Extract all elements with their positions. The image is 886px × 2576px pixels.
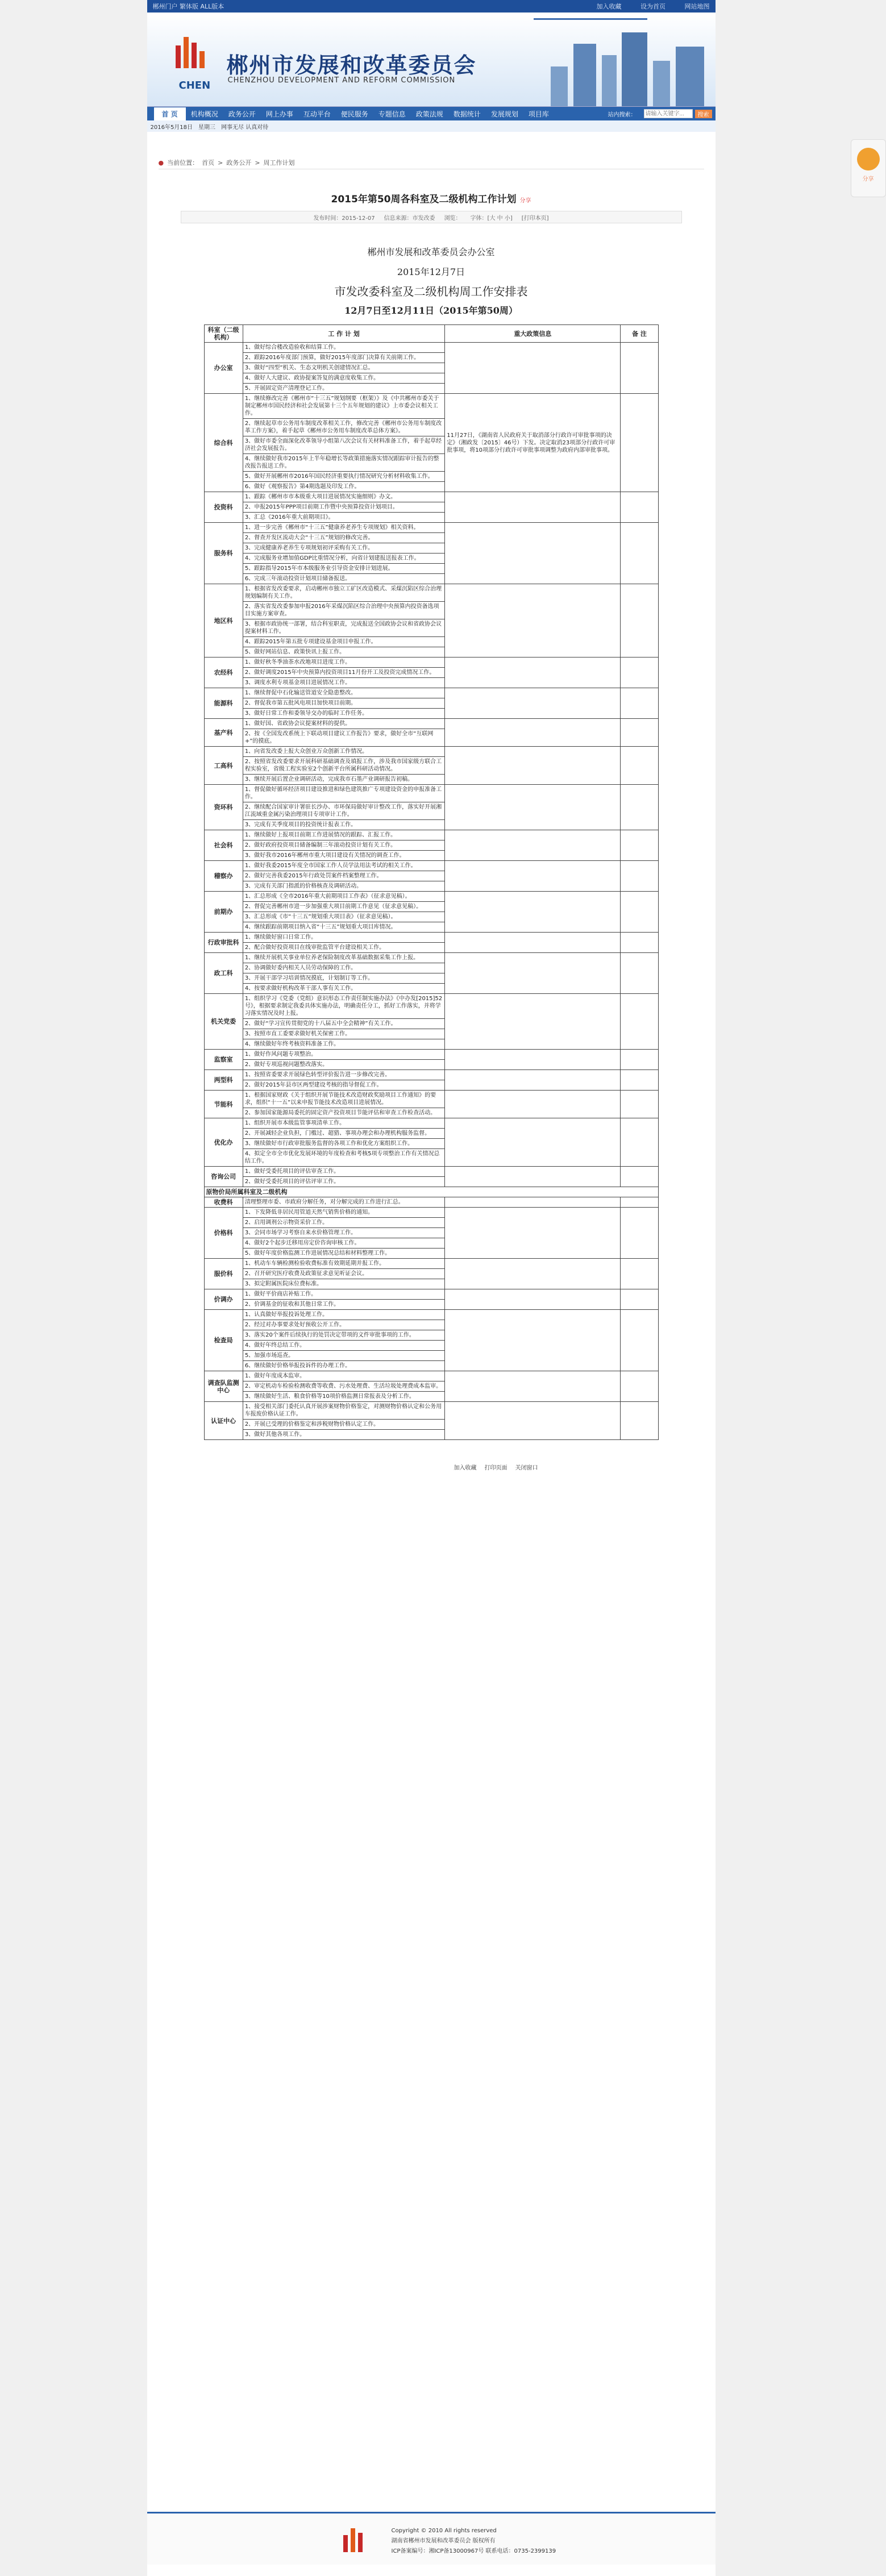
- work-item: 2、协调做好委内相关人员劳动保障的工作。: [243, 963, 444, 973]
- note-cell: [621, 1050, 658, 1070]
- dept-cell: 服务科: [204, 523, 243, 584]
- table-row: [204, 892, 658, 902]
- note-cell: [621, 785, 658, 830]
- work-item: 3、继续做好生活、粮食价格等10项价格监测日常报表及分析工作。: [243, 1392, 444, 1402]
- add-favorite-link[interactable]: 加入收藏: [596, 3, 622, 10]
- work-item: 3、落实20个案件后续执行的处罚决定带项的文件审批事项的工作。: [243, 1330, 444, 1341]
- work-item: 1、继续开展机关事业单位养老保险制度改革基础数据采集工作上报。: [243, 953, 444, 963]
- work-item: 5、做好开展郴州市2016年国民经济重要执行情况研究分析材料收集工作。: [243, 472, 444, 482]
- policy-cell: [445, 1070, 621, 1091]
- nav-statistics[interactable]: 数据统计: [453, 110, 481, 118]
- breadcrumb-home[interactable]: 首页: [202, 159, 215, 167]
- work-item: 3、做好市委全面深化改革领导小组第八次会议有关材料准备工作，着手起草经济社会发展报告。: [243, 436, 444, 454]
- doc-date: 2015年12月7日: [397, 267, 465, 277]
- work-item: 3、拟定附属医院床位费标准。: [243, 1279, 444, 1289]
- work-item: 2、做好完善我委2015年行政处罚案件档案整理工作。: [243, 871, 444, 881]
- work-item: 3、汇总形成《市“十三五”规划重大项目表》（征求意见稿）。: [243, 912, 444, 922]
- work-item: 6、完成三年滚动投资计划项目储备报送。: [243, 574, 444, 584]
- publish-time: 发布时间：2015-12-07: [313, 215, 375, 222]
- section-title: 原物价局所属科室及二级机构: [204, 1187, 658, 1197]
- nav-projects[interactable]: 项目库: [528, 110, 549, 118]
- note-cell: [621, 747, 658, 785]
- table-row: [204, 492, 658, 502]
- breadcrumb-open-gov[interactable]: 政务公开: [226, 159, 252, 167]
- note-cell: [621, 1197, 658, 1208]
- work-item: 4、跟踪2015年第五批专项建设基金项目申报工作。: [243, 637, 444, 647]
- share-label: 分享: [862, 176, 874, 182]
- note-cell: [621, 1167, 658, 1187]
- work-item: 3、开展干部学习培训情况摸底，计划制订等工作。: [243, 973, 444, 984]
- info-source: 信息来源：市发改委: [384, 215, 435, 222]
- dept-cell: 两型科: [204, 1070, 243, 1091]
- home-pin-icon: ●: [158, 159, 164, 167]
- footer-host: 湖南省郴州市发展和改革委员会 版权所有: [391, 2538, 496, 2544]
- work-item: 2、做好“学习宣传贯彻党的十八届五中全会精神”有关工作。: [243, 1019, 444, 1029]
- work-item: 2、经过对办事要求处好预收公开工作。: [243, 1320, 444, 1330]
- work-item: 5、跟踪指导2015年市本级服务业引导资金安排计划进展。: [243, 564, 444, 574]
- work-item: 2、做好受委托项目的评估评审工作。: [243, 1177, 444, 1187]
- work-plan-table: [204, 324, 659, 1440]
- sitemap-link[interactable]: 网站地图: [684, 3, 710, 10]
- policy-cell: [445, 1402, 621, 1440]
- table-row: [204, 343, 658, 353]
- set-homepage-link[interactable]: 设为首页: [640, 3, 665, 10]
- work-item: 3、调度水利专项基金项目进展情况工作。: [243, 678, 444, 688]
- breadcrumb-sep-icon: >: [255, 159, 260, 167]
- article-title-text: 2015年第50周各科室及二级机构工作计划: [331, 194, 517, 205]
- table-row: [204, 1208, 658, 1218]
- work-item: 5、做好网站信息、政策快讯上报工作。: [243, 647, 444, 657]
- policy-cell: [445, 785, 621, 830]
- work-item: 2、参加国家能源局委托的固定资产投资项目节能评估和审查工作检查活动。: [243, 1108, 444, 1118]
- work-item: 1、接受相关部门委托认真开展涉案财物价格鉴定，对测财物价格认定和公务用车报废价格认证工作。: [243, 1402, 444, 1420]
- work-item: 1、做好秋冬季油茶水改地项目进度工作。: [243, 657, 444, 668]
- note-cell: [621, 1371, 658, 1402]
- policy-cell: [445, 994, 621, 1050]
- work-item: 2、继续配合国家审计署驻长沙办、市环保局做好审计整改工作，落实好开展湘江流域重金属污染治理项目专项审计工作。: [243, 802, 444, 820]
- dept-cell: 综合科: [204, 394, 243, 492]
- policy-cell: [445, 892, 621, 933]
- work-item: 1、进一步完善《郴州市“十三五”健康养老养生专项规划》相关资料。: [243, 523, 444, 533]
- note-cell: [621, 523, 658, 584]
- table-body: [204, 343, 658, 1440]
- work-item: 3、根据市政协统一部署，结合科室职责，完成报送全国政协会议和省政协会议提案材料工作。: [243, 619, 444, 637]
- note-cell: [621, 343, 658, 394]
- work-item: 1、机动车车辆检测检验收费标准有效期延期并报工作。: [243, 1259, 444, 1269]
- policy-cell: [445, 1118, 621, 1167]
- work-item: 3、做好“四型”机关、生态文明机关创建情况汇总。: [243, 363, 444, 373]
- nav-interaction[interactable]: 互动平台: [303, 110, 331, 118]
- table-row: [204, 994, 658, 1019]
- policy-cell: [445, 747, 621, 785]
- work-item: 2、继续起草市公务用车制度改革相关工作，修改完善《郴州市公务用车制度改革工作方案》，着手起草《郴州市公务用车制度改革总体方案》。: [243, 419, 444, 436]
- work-item: 5、做好年度价格监测工作进展情况总结和材料整理工作。: [243, 1249, 444, 1259]
- close-window-tool[interactable]: 关闭窗口: [515, 1465, 538, 1471]
- header-dept: 科室（二级机构）: [204, 325, 243, 343]
- work-item: 2、做好政府投资项目储备编制三年滚动投资计划有关工作。: [243, 840, 444, 851]
- table-row: [204, 1070, 658, 1080]
- policy-cell: [445, 1371, 621, 1402]
- table-row: [204, 785, 658, 802]
- note-cell: [621, 394, 658, 492]
- nav-open-gov[interactable]: 政务公开: [228, 110, 256, 118]
- doc-period: 12月7日至12月11日（2015年第50周）: [344, 305, 518, 316]
- work-item: 2、督查开发区流动大会“十三五”规划的修改完善。: [243, 533, 444, 543]
- city-skyline-graphic: [545, 21, 716, 106]
- nav-public-service[interactable]: 便民服务: [340, 110, 368, 118]
- work-item: 1、下发降低非居民用管道天然气销售价格的通知。: [243, 1208, 444, 1218]
- dept-cell: 地区科: [204, 584, 243, 657]
- dept-cell: 认证中心: [204, 1402, 243, 1440]
- policy-cell: 11月27日，《湖南省人民政府关于取消部分行政许可审批事项的决定》（湘政发〔2015〕46号）下发。决定取消23项部分行政许可审批事项，将10项部分行政许可审批事项调整为政府内部审批事项。: [445, 394, 621, 492]
- share-icon: [857, 148, 880, 170]
- work-item: 4、拟定全市全市优化发展环境的年度检查和考核5项专项整治工作有关情况总结工作。: [243, 1149, 444, 1167]
- dept-cell: 资环科: [204, 785, 243, 830]
- top-left-links[interactable]: 郴州门户 繁体版 ALL版本: [152, 3, 224, 10]
- note-cell: [621, 1402, 658, 1440]
- work-item: 3、会同市场学习考察自来水价格管理工作。: [243, 1228, 444, 1238]
- work-item: 3、做好日常工作和委领导交办的临时工作任务。: [243, 709, 444, 719]
- share-tag[interactable]: 分享: [519, 198, 531, 204]
- work-item: 3、汇总《2016年重大前期项目》。: [243, 513, 444, 523]
- site-subtitle: CHENZHOU DEVELOPMENT AND REFORM COMMISSION: [227, 76, 456, 85]
- work-item: 4、做好人大建议、政协提案答复的满意度收集工作。: [243, 373, 444, 384]
- note-cell: [621, 892, 658, 933]
- note-cell: [621, 1091, 658, 1118]
- site-logo-icon: [176, 35, 210, 75]
- table-row: [204, 688, 658, 698]
- share-widget[interactable]: [851, 139, 886, 197]
- dept-cell: 价格科: [204, 1208, 243, 1259]
- table-row: [204, 861, 658, 871]
- note-cell: [621, 657, 658, 688]
- main-content: [147, 145, 716, 1471]
- work-item: 1、按照省委要求开展绿色转型评价报告进一步修改完善。: [243, 1070, 444, 1080]
- article-title: [147, 191, 716, 205]
- nav-topics[interactable]: 专题信息: [378, 110, 406, 118]
- doc-heading: 市发改委科室及二级机构周工作安排表: [334, 285, 528, 298]
- dept-cell: 监察室: [204, 1050, 243, 1070]
- work-item: 1、跟踪《郴州市市本级重大项目进展情况实施细则》办文。: [243, 492, 444, 502]
- work-item: 1、根据省发改委要求，启动郴州市独立工矿区改造模式、采煤沉陷区综合治理规划编制有关工作。: [243, 584, 444, 602]
- dept-cell: 社会科: [204, 830, 243, 861]
- work-item: 5、开展固定资产清理登记工作。: [243, 384, 444, 394]
- dept-cell: 前期办: [204, 892, 243, 933]
- doc-org: 郴州市发展和改革委员会办公室: [367, 247, 495, 257]
- note-cell: [621, 584, 658, 657]
- note-cell: [621, 1289, 658, 1310]
- site-search: [603, 109, 716, 118]
- note-cell: [621, 688, 658, 719]
- policy-cell: [445, 343, 621, 394]
- note-cell: [621, 1118, 658, 1167]
- table-header-row: [204, 325, 658, 343]
- footer: [147, 2512, 716, 2565]
- work-item: 1、汇总形成《全市2016年重大前期项目工作表》（征求意见稿）。: [243, 892, 444, 902]
- work-item: 2、按《全国发改系统上下联动项目建议工作报告》要求，做好全市“互联网+”的摸底。: [243, 729, 444, 747]
- work-item: 1、督促做好循环经济项目建设推进和绿色建筑推广专项建设资金的申报准备工作。: [243, 785, 444, 802]
- work-item: 4、继续做好我市2015年上半年稳增长等政策措施落实情况跟踪审计报告的整改报告报送工作。: [243, 454, 444, 472]
- work-item: 4、完成服务业增加值GDP比重情况分析，向省计划建报送报表工作。: [243, 554, 444, 564]
- work-item: 2、价调基金的征收和其他日常工作。: [243, 1300, 444, 1310]
- work-item: 1、做好作风问题专项整治。: [243, 1050, 444, 1060]
- note-cell: [621, 953, 658, 994]
- contact-phone: 联系电话：0735-2399139: [485, 2548, 556, 2554]
- crane-graphic: [534, 18, 647, 20]
- dept-cell: 调查队监测中心: [204, 1371, 243, 1402]
- work-item: 2、审定机动车检验检测收费等收费、污水处理费、生活垃圾处理费成本监审。: [243, 1381, 444, 1392]
- article-meta: [181, 211, 682, 223]
- note-cell: [621, 719, 658, 747]
- work-item: 1、根据国家财政《关于组织开展节能技术改造财政奖励项目工作通知》的要求，组织“十一五”以来申报节能技术改造项目进展情况。: [243, 1091, 444, 1108]
- work-item: 1、组织学习《党委（党组）意识形态工作责任制实施办法》《中办发[2015]52号》，根据要求制定我委具体实施办法，明确责任分工，抓好工作落实，并将学习落实情况及时上报。: [243, 994, 444, 1019]
- table-row: [204, 584, 658, 602]
- dept-cell: 咨询公司: [204, 1167, 243, 1187]
- main-nav: [147, 107, 716, 120]
- table-row: [204, 747, 658, 757]
- work-item: 2、做好2015年县市区两型建设考核的指导督促工作。: [243, 1080, 444, 1091]
- work-item: 3、继续开展后置企业调研活动，完成我市石墨产业调研报告初稿。: [243, 775, 444, 785]
- breadcrumb-current[interactable]: 周工作计划: [263, 159, 295, 167]
- dept-cell: 服价科: [204, 1259, 243, 1289]
- nav-planning[interactable]: 发展规划: [490, 110, 518, 118]
- dept-cell: 农经科: [204, 657, 243, 688]
- nav-online-service[interactable]: 网上办事: [265, 110, 293, 118]
- table-row: [204, 1118, 658, 1129]
- work-item: 清理整理市委、市政府分解任务，对分解完成的工作进行汇总。: [243, 1197, 444, 1208]
- dept-cell: 基产科: [204, 719, 243, 747]
- search-button[interactable]: 搜索: [695, 110, 712, 118]
- dept-cell: 投资科: [204, 492, 243, 523]
- work-item: 2、开展已受理的价格鉴定和涉税财物价格认定工作。: [243, 1420, 444, 1430]
- nav-policy[interactable]: 政策法规: [415, 110, 443, 118]
- work-item: 1、继续督促中石化输送管道安全隐患整改。: [243, 688, 444, 698]
- search-label: 站内搜索：: [608, 111, 637, 118]
- table-row: [204, 1289, 658, 1300]
- work-item: 2、做好专项巡视问题整改落实。: [243, 1060, 444, 1070]
- work-item: 2、申报2015年PPP项目前期工作暨中央预算投资计划项目。: [243, 502, 444, 513]
- work-item: 2、配合做好投资项目在线审批监管平台建设相关工作。: [243, 943, 444, 953]
- policy-cell: [445, 523, 621, 584]
- work-item: 1、做好受委托项目的评估审查工作。: [243, 1167, 444, 1177]
- work-item: 6、继续做好价格举报投诉件的办理工作。: [243, 1361, 444, 1371]
- work-item: 2、跟踪2016年度部门预算，做好2015年度部门决算有关前期工作。: [243, 353, 444, 363]
- table-row: [204, 657, 658, 668]
- note-cell: [621, 1208, 658, 1259]
- weekday: 星期三: [198, 124, 216, 131]
- logo-text: CHEN: [178, 80, 211, 91]
- table-row: [204, 1402, 658, 1420]
- dept-cell: 价调办: [204, 1289, 243, 1310]
- policy-cell: [445, 657, 621, 688]
- policy-cell: [445, 492, 621, 523]
- search-input[interactable]: [644, 109, 693, 118]
- header-plan: 工 作 计 划: [243, 325, 444, 343]
- work-item: 2、督促完善郴州市进一步加强重大项目前期工作意见（征求意见稿）。: [243, 902, 444, 912]
- work-item: 2、落实省发改委参加申报2016年采煤沉陷区综合治理中央预算内投资备选项目实施方案审查。: [243, 602, 444, 619]
- dept-cell: 办公室: [204, 343, 243, 394]
- work-item: 3、完成有关部门指派的价格核查及调研活动。: [243, 881, 444, 892]
- note-cell: [621, 994, 658, 1050]
- table-row: [204, 1197, 658, 1208]
- work-item: 1、做好平价商店补贴工作。: [243, 1289, 444, 1300]
- dept-cell: 优化办: [204, 1118, 243, 1167]
- print-tool[interactable]: 打印页面: [484, 1465, 508, 1471]
- policy-cell: [445, 584, 621, 657]
- header-banner: [147, 13, 716, 107]
- policy-cell: [445, 1310, 621, 1371]
- work-item: 2、做好调度2015年中央预算内投资项目11月份开工及投资完成情况工作。: [243, 668, 444, 678]
- dept-cell: 节能科: [204, 1091, 243, 1118]
- nav-home[interactable]: 首 页: [154, 107, 186, 120]
- font-size-switch[interactable]: 字体：[大 中 小]: [470, 215, 513, 222]
- table-row: [204, 719, 658, 729]
- work-item: 1、组织开展市本级监管事项清单工作。: [243, 1118, 444, 1129]
- note-cell: [621, 861, 658, 892]
- page: [147, 0, 874, 2576]
- date-bar: [147, 120, 716, 132]
- table-row: [204, 394, 658, 419]
- work-item: 5、加强市场巡查。: [243, 1351, 444, 1361]
- footer-text: [392, 2526, 556, 2557]
- work-item: 1、继续做好窗口日常工作。: [243, 933, 444, 943]
- dept-cell: 能源科: [204, 688, 243, 719]
- policy-cell: [445, 953, 621, 994]
- work-item: 6、做好《观察报告》第4期选题及印发工作。: [243, 482, 444, 492]
- table-row: [204, 933, 658, 943]
- policy-cell: [445, 933, 621, 953]
- work-item: 2、召开研究医疗收费及政策征求意见听证会议。: [243, 1269, 444, 1279]
- dept-cell: 检查局: [204, 1310, 243, 1371]
- policy-cell: [445, 1208, 621, 1259]
- table-row: [204, 830, 658, 840]
- work-item: 4、继续做好年终考核资料准备工作。: [243, 1039, 444, 1050]
- work-item: 2、开展减轻企业负担，门槛过、超猎、事项办理会和办理机构服务监督。: [243, 1129, 444, 1139]
- work-item: 4、继续跟踪前期项目纳入省“十三五”规划重大项目库情况。: [243, 922, 444, 933]
- work-item: 3、继续做好市行政审批服务监督的各项工作和优化方案组织工作。: [243, 1139, 444, 1149]
- policy-cell: [445, 1289, 621, 1310]
- note-cell: [621, 1070, 658, 1091]
- header-policy: 重大政策信息: [445, 325, 621, 343]
- note-cell: [621, 830, 658, 861]
- current-date: 2016年5月18日: [150, 124, 193, 131]
- date-note: 网事无尽 认真对待: [221, 124, 269, 131]
- section-row: [204, 1187, 658, 1197]
- work-item: 2、督促我市第五批风电项目加快项目前期。: [243, 698, 444, 709]
- policy-cell: [445, 1091, 621, 1118]
- header-note: 备 注: [621, 325, 658, 343]
- dept-cell: 政工科: [204, 953, 243, 994]
- work-item: 3、完成有关季度项目的投资统计报表工作。: [243, 820, 444, 830]
- policy-cell: [445, 1050, 621, 1070]
- work-item: 2、启用调剂公示物资采价工作。: [243, 1218, 444, 1228]
- note-cell: [621, 1259, 658, 1289]
- table-row: [204, 1050, 658, 1060]
- work-item: 1、做好我委2015年度全市国家工作人员学法用法考试的相关工作。: [243, 861, 444, 871]
- work-item: 2、按照省发改委要求开展科研基础调查及填报工作，涉及我市国家级方联合工程实验室，省级工程实验室2个创新平台所属科研活动情况。: [243, 757, 444, 775]
- note-cell: [621, 1310, 658, 1371]
- work-item: 3、做好其他各项工作。: [243, 1430, 444, 1440]
- work-item: 3、做好我市2016年郴州市重大项目建设有关情况的调查工作。: [243, 851, 444, 861]
- dept-cell: 行政审批科: [204, 933, 243, 953]
- work-item: 4、做好2个起步迁移用房定价咨询审核工作。: [243, 1238, 444, 1249]
- table-row: [204, 1091, 658, 1108]
- table-row: [204, 1167, 658, 1177]
- policy-cell: [445, 1197, 621, 1208]
- print-link[interactable]: [打印本页]: [521, 215, 549, 222]
- work-item: 1、做好综合楼改造验收和结算工作。: [243, 343, 444, 353]
- dept-cell: 稽察办: [204, 861, 243, 892]
- dept-cell: 机关党委: [204, 994, 243, 1050]
- work-item: 1、做好国、省政协会议提案材料的提供。: [243, 719, 444, 729]
- policy-cell: [445, 1259, 621, 1289]
- table-row: [204, 953, 658, 963]
- table-row: [204, 1310, 658, 1320]
- work-item: 1、认真做好举报投诉处理工作。: [243, 1310, 444, 1320]
- top-bar: [147, 0, 716, 13]
- view-count: 浏览：: [444, 215, 461, 222]
- work-item: 1、继续修改完善《郴州市“十三五”规划纲要（框架）》及《中共郴州市委关于制定郴州市国民经济和社会发展第十三个五年规划的建议》上市委会议相关工作。: [243, 394, 444, 419]
- work-item: 1、向省发改委上报大众创业万众创新工作情况。: [243, 747, 444, 757]
- work-item: 1、继续做好上报项目前期工作进展情况的跟踪、汇报工作。: [243, 830, 444, 840]
- add-favorite-tool[interactable]: 加入收藏: [454, 1465, 477, 1471]
- dept-cell: 工高科: [204, 747, 243, 785]
- nav-about[interactable]: 机构概况: [190, 110, 218, 118]
- breadcrumb-label: 当前位置：: [167, 159, 199, 167]
- table-row: [204, 1371, 658, 1381]
- dept-cell: 收费科: [204, 1197, 243, 1208]
- note-cell: [621, 933, 658, 953]
- site-title: 郴州市发展和改革委员会: [226, 53, 477, 78]
- footer-logo-icon: [340, 2524, 375, 2558]
- policy-cell: [445, 830, 621, 861]
- table-row: [204, 523, 658, 533]
- policy-cell: [445, 1167, 621, 1187]
- table-row: [204, 1259, 658, 1269]
- copyright: Copyright © 2010 All rights reserved: [391, 2528, 497, 2534]
- note-cell: [621, 492, 658, 523]
- page-tools: [454, 1463, 538, 1471]
- work-item: 3、完成健康养老养生专项规划初评采购有关工作。: [243, 543, 444, 554]
- breadcrumb: [159, 156, 704, 169]
- work-item: 4、按要求做好机构改革干部人事有关工作。: [243, 984, 444, 994]
- icp-number: ICP备案编号：湘ICP备13000967号: [391, 2548, 484, 2554]
- work-item: 3、按照市直工委要求做好机关保密工作。: [243, 1029, 444, 1039]
- policy-cell: [445, 861, 621, 892]
- policy-cell: [445, 688, 621, 719]
- breadcrumb-sep-icon: >: [218, 159, 223, 167]
- work-item: 4、做好年终总结工作。: [243, 1341, 444, 1351]
- policy-cell: [445, 719, 621, 747]
- work-item: 1、做好年度成本监审。: [243, 1371, 444, 1381]
